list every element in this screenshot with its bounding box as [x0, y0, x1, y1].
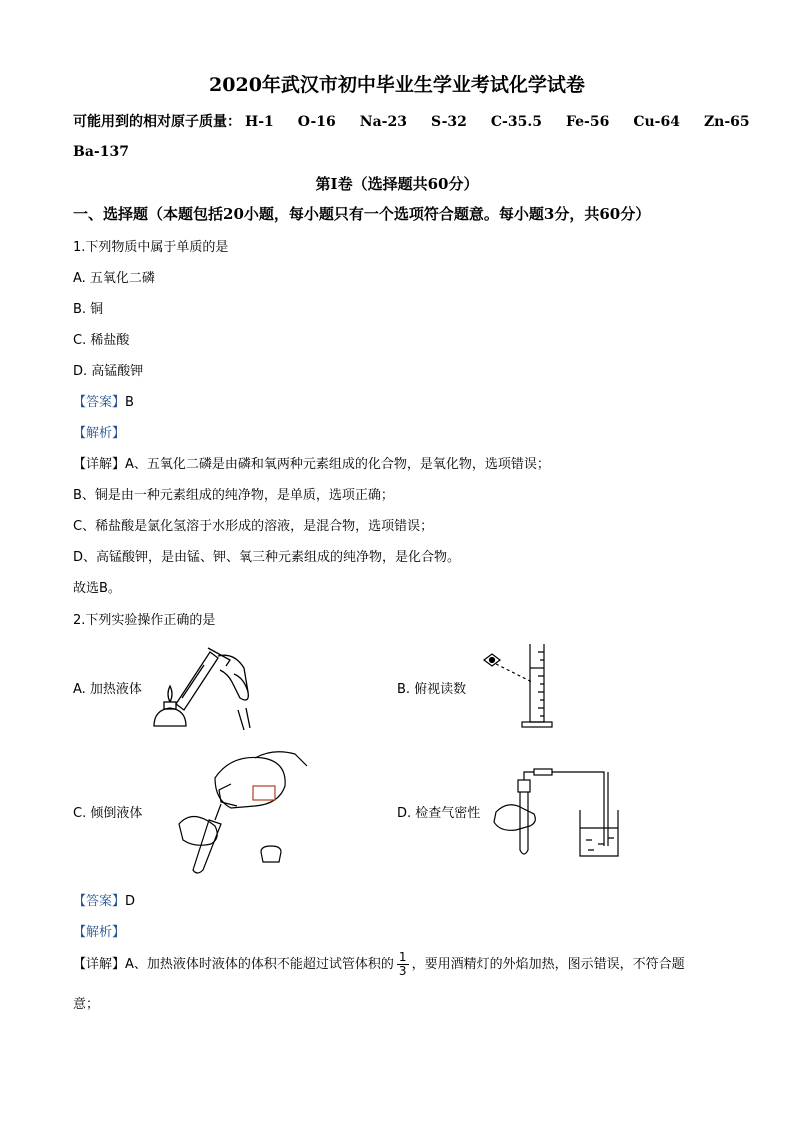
q1-detail-c: C、稀盐酸是氯化氢溶于水形成的溶液，是混合物，选项错误； [73, 519, 434, 534]
q2-option-c: C. 倾倒液体 [73, 806, 143, 821]
mass-na: Na-23 [359, 114, 407, 130]
q1-option-d: D. 高锰酸钾 [73, 364, 144, 379]
q2-option-b: B. 俯视读数 [397, 682, 467, 697]
q2-detail-a-text-2: ，要用酒精灯的外焰加热，图示错误，不符合题 [411, 957, 685, 972]
detail-tag: 【详解】 [73, 457, 126, 472]
q2-detail-a-end: 意； [73, 997, 100, 1012]
q1-conclusion: 故选B。 [73, 581, 121, 596]
q1-analysis-tag: 【解析】 [73, 426, 126, 441]
mass-h: H-1 [245, 114, 274, 130]
fraction-denominator: 3 [398, 964, 407, 978]
mass-o: O-16 [297, 114, 336, 130]
airtightness-figure [488, 760, 638, 872]
pouring-liquid-figure [175, 748, 311, 876]
q1-detail-b: B、铜是由一种元素组成的纯净物，是单质，选项正确； [73, 488, 394, 503]
answer-tag: 【答案】 [73, 894, 126, 909]
heating-liquid-figure [148, 638, 260, 736]
mass-s: S-32 [430, 114, 467, 130]
q1-detail-a [73, 453, 550, 472]
q1-option-b: B. 铜 [73, 302, 104, 317]
q2-detail-a [73, 950, 685, 980]
q1-stem: 1.下列物质中属于单质的是 [73, 240, 229, 255]
q2-stem: 2.下列实验操作正确的是 [73, 613, 216, 628]
mass-ba: Ba-137 [73, 144, 129, 160]
q2-answer-value: D [125, 894, 136, 909]
q1-option-c: C. 稀盐酸 [73, 333, 130, 348]
reading-cylinder-figure [478, 638, 556, 730]
section-heading: 一、选择题（本题包括20小题，每小题只有一个选项符合题意。每小题3分，共60分） [73, 205, 651, 223]
detail-tag: 【详解】 [73, 957, 126, 972]
atomic-masses [73, 111, 760, 131]
q2-analysis-tag: 【解析】 [73, 925, 126, 940]
page-title: 2020年武汉市初中毕业生学业考试化学试卷 [209, 74, 585, 96]
q1-detail-a-text: A、五氧化二磷是由磷和氧两种元素组成的化合物，是氧化物，选项错误； [125, 457, 550, 472]
mass-cu: Cu-64 [633, 114, 680, 130]
volume-heading: 第Ⅰ卷（选择题共60分） [315, 175, 479, 193]
mass-zn: Zn-65 [703, 114, 750, 130]
q1-detail-d: D、高锰酸钾，是由锰、钾、氧三种元素组成的纯净物，是化合物。 [73, 550, 461, 565]
q2-detail-a-text: A、加热液体时液体的体积不能超过试管体积的 [125, 957, 394, 972]
fraction-numerator: 1 [398, 950, 407, 964]
atomic-masses-label: 可能用到的相对原子质量： [73, 114, 241, 130]
answer-tag: 【答案】 [73, 395, 126, 410]
q2-answer [73, 890, 135, 909]
q1-answer [73, 391, 134, 410]
q2-option-d: D. 检查气密性 [397, 806, 481, 821]
q1-option-a: A. 五氧化二磷 [73, 271, 155, 286]
mass-fe: Fe-56 [565, 114, 610, 130]
q2-option-a: A. 加热液体 [73, 682, 142, 697]
mass-c: C-35.5 [490, 114, 542, 130]
q1-answer-value: B [125, 395, 134, 410]
fraction-one-third [397, 951, 409, 978]
